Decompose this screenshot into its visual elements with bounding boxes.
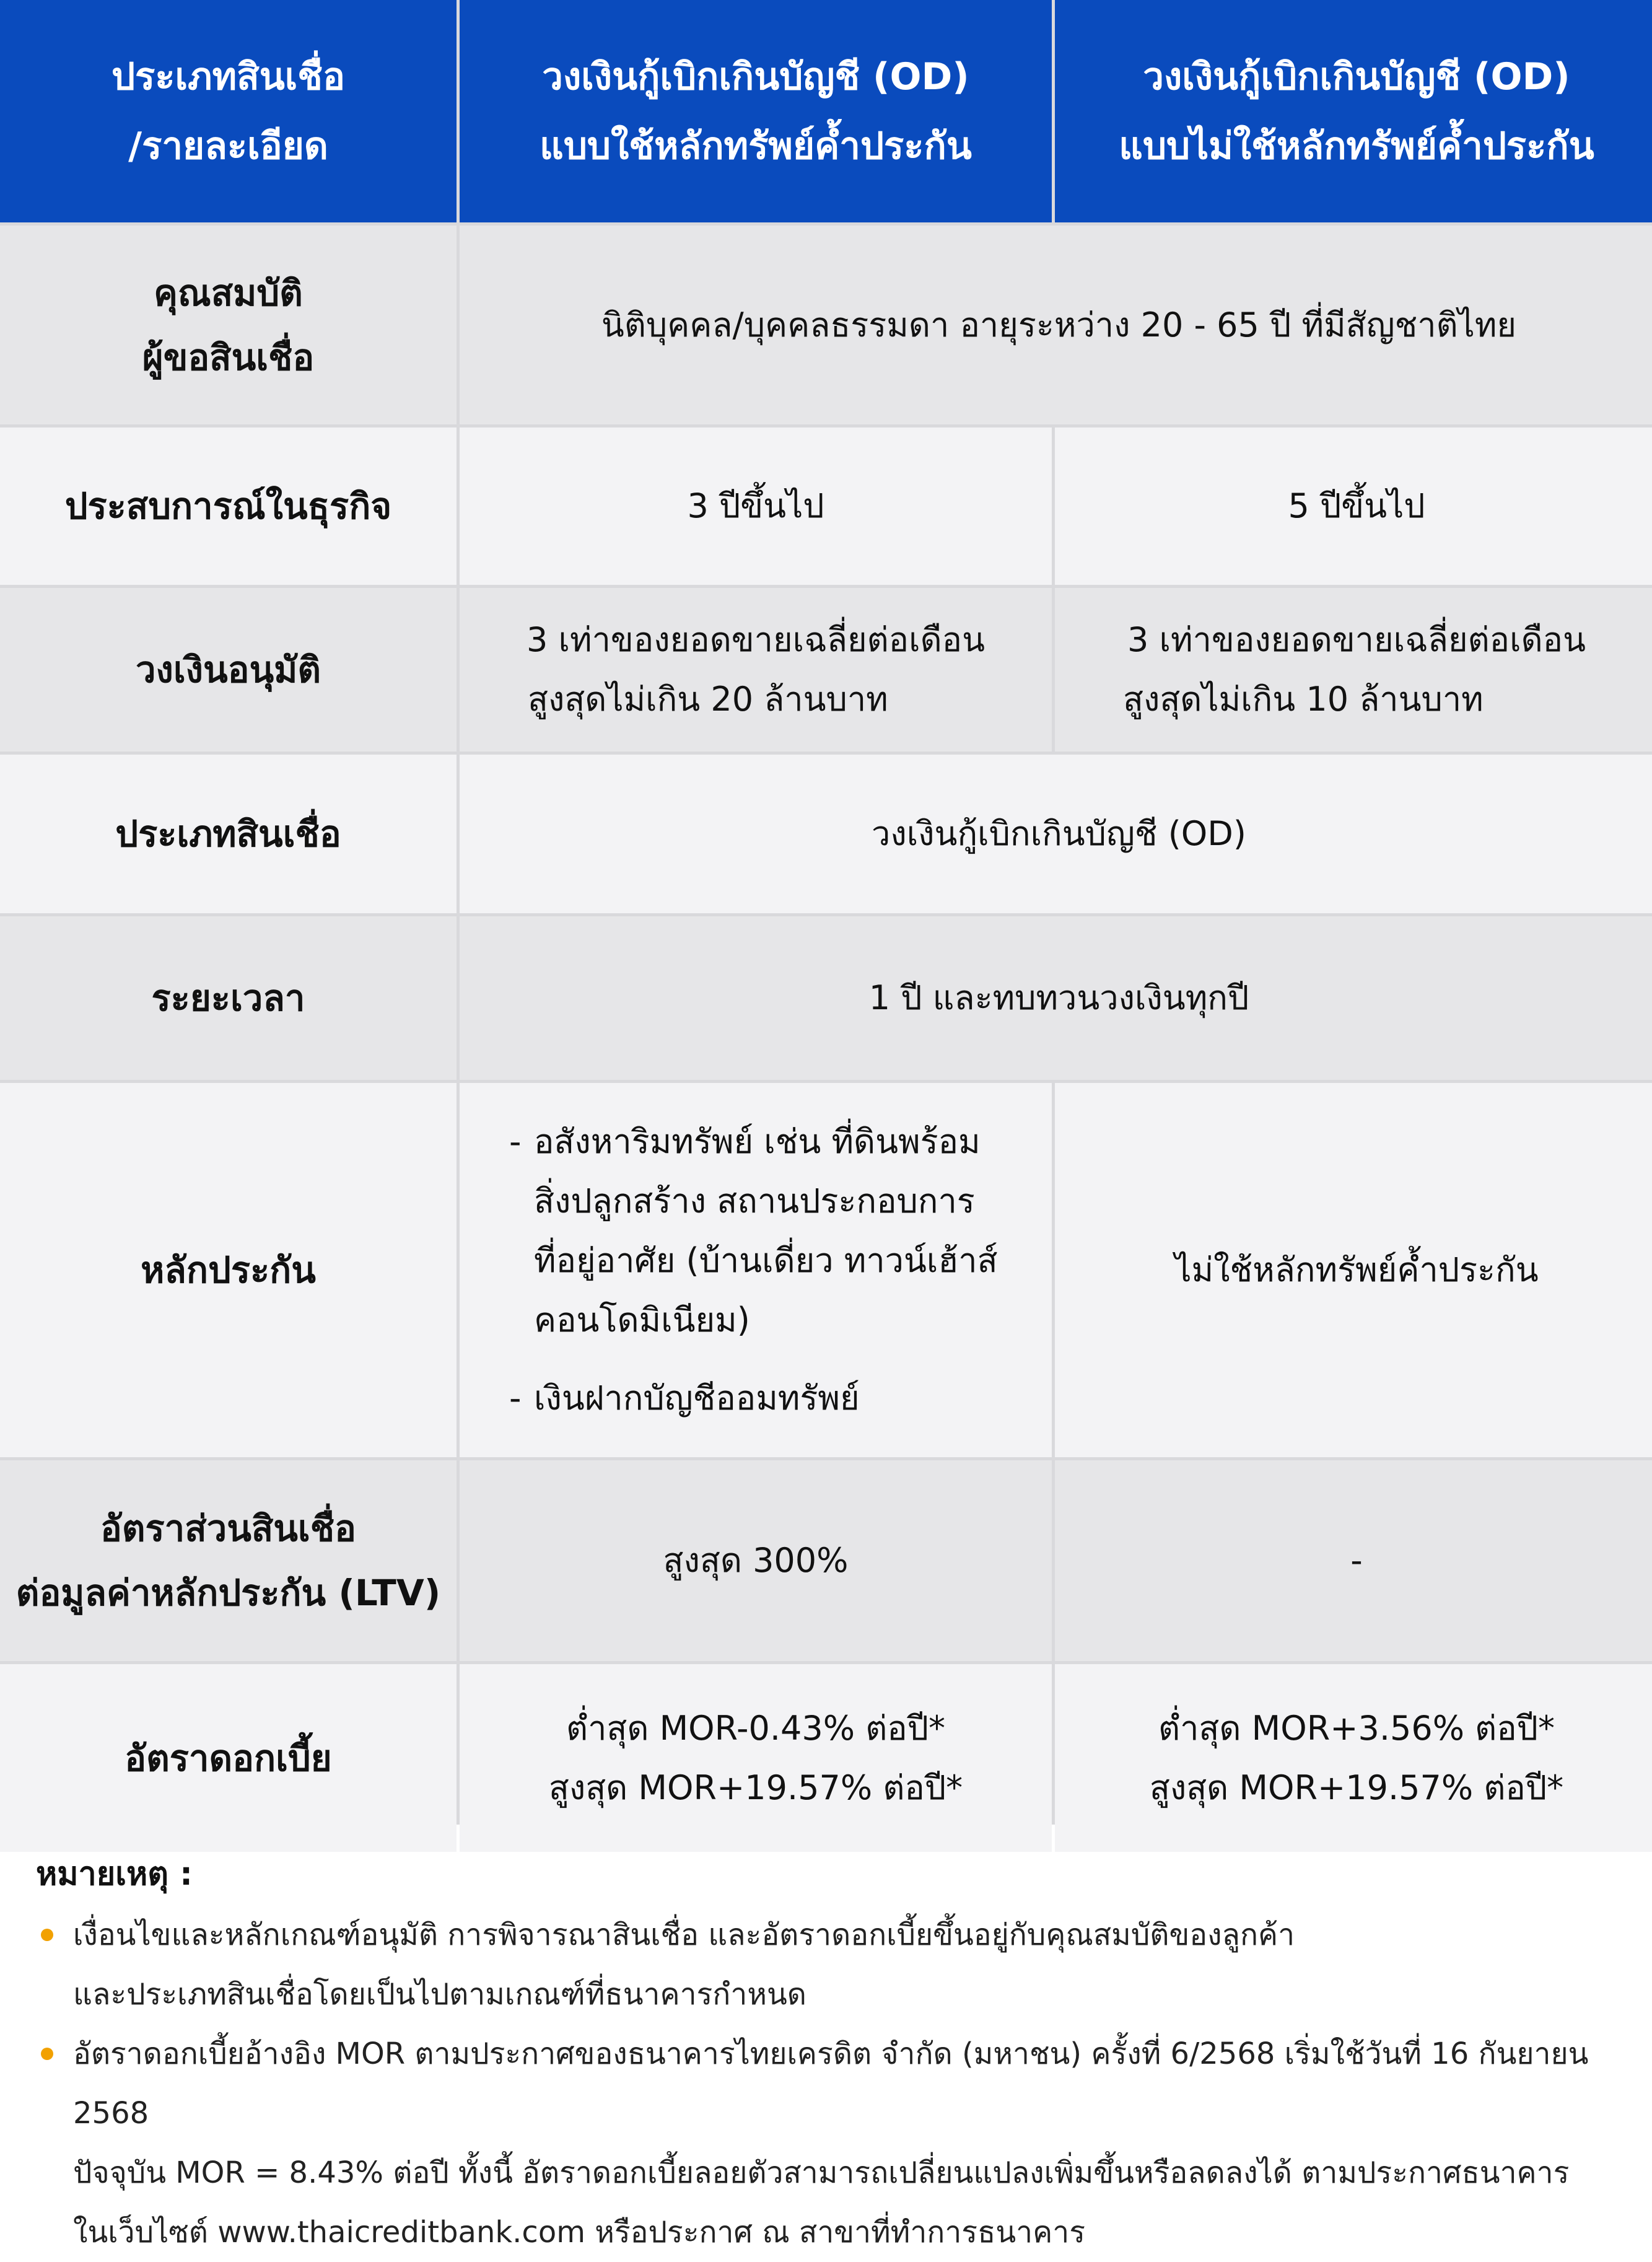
header-col-type-line2: /รายละเอียด bbox=[128, 124, 328, 168]
header-col-unsecured bbox=[1055, 0, 1652, 222]
header-col-secured-line2: แบบใช้หลักทรัพย์ค้ำประกัน bbox=[540, 124, 972, 168]
interest-secured-max: สูงสุด MOR+19.57% ต่อปี* bbox=[548, 1768, 963, 1807]
limit-secured bbox=[460, 588, 1052, 752]
collateral-item-savings: - เงินฝากบัญชีออมทรัพย์ bbox=[509, 1369, 860, 1428]
header-col-secured-line1: วงเงินกู้เบิกเกินบัญชี (OD) bbox=[542, 55, 969, 99]
note-item-interest-reference bbox=[36, 2024, 1622, 2262]
bullet-dot-icon bbox=[41, 2048, 53, 2060]
notes-section bbox=[36, 1843, 1622, 2262]
interest-unsecured-max: สูงสุด MOR+19.57% ต่อปี* bbox=[1149, 1768, 1564, 1807]
row-label-qualification bbox=[0, 226, 457, 424]
note-conditions-line1: เงื่อนไขและหลักเกณฑ์อนุมัติ การพิจารณาสินเชื่อ และอัตราดอกเบี้ยขึ้นอยู่กับคุณสมบัติของลูกค้า bbox=[73, 1918, 1295, 1952]
note-interest-line2: ปัจจุบัน MOR = 8.43% ต่อปี ทั้งนี้ อัตราดอกเบี้ยลอยตัวสามารถเปลี่ยนแปลงเพิ่มขึ้นหรือลดลงได้ ตามประกาศธนาคาร bbox=[73, 2155, 1570, 2190]
interest-unsecured bbox=[1055, 1664, 1652, 1852]
interest-secured bbox=[460, 1664, 1052, 1852]
limit-unsecured-line2: สูงสุดไม่เกิน 10 ล้านบาท bbox=[1123, 680, 1484, 719]
note-interest-line3: ในเว็บไซต์ www.thaicreditbank.com หรือประกาศ ณ สาขาที่ทำการธนาคาร bbox=[73, 2215, 1085, 2250]
limit-unsecured-line1: 3 เท่าของยอดขายเฉลี่ยต่อเดือน bbox=[1127, 620, 1586, 659]
ltv-label-line1: อัตราส่วนสินเชื่อ bbox=[100, 1507, 356, 1550]
collateral-item-line4: คอนโดมิเนียม) bbox=[534, 1300, 750, 1339]
header-col-unsecured-line2: แบบไม่ใช้หลักทรัพย์ค้ำประกัน bbox=[1119, 124, 1594, 168]
collateral-list bbox=[460, 1112, 1052, 1428]
qualification-label-line2: ผู้ขอสินเชื่อ bbox=[142, 336, 315, 379]
limit-secured-line2: สูงสุดไม่เกิน 20 ล้านบาท bbox=[528, 680, 888, 719]
experience-secured: 3 ปีขึ้นไป bbox=[460, 427, 1052, 585]
row-label-loan-type: ประเภทสินเชื่อ bbox=[0, 755, 457, 913]
collateral-secured bbox=[460, 1083, 1052, 1457]
header-col-type bbox=[0, 0, 457, 222]
row-label-collateral: หลักประกัน bbox=[0, 1083, 457, 1457]
note-interest-line1: อัตราดอกเบี้ยอ้างอิง MOR ตามประกาศของธนาคารไทยเครดิต จำกัด (มหาชน) ครั้งที่ 6/2568 เริ่มใช้วันที่ 16 กันยายน 2568 bbox=[73, 2036, 1589, 2131]
row-label-interest: อัตราดอกเบี้ย bbox=[0, 1664, 457, 1852]
loan-type-value: วงเงินกู้เบิกเกินบัญชี (OD) bbox=[460, 755, 1652, 913]
collateral-item-line2: สิ่งปลูกสร้าง สถานประกอบการ bbox=[534, 1181, 975, 1221]
experience-unsecured: 5 ปีขึ้นไป bbox=[1055, 427, 1652, 585]
row-label-experience: ประสบการณ์ในธุรกิจ bbox=[0, 427, 457, 585]
note-item-conditions bbox=[36, 1905, 1622, 2024]
header-col-type-line1: ประเภทสินเชื่อ bbox=[111, 55, 346, 99]
ltv-unsecured: - bbox=[1055, 1460, 1652, 1661]
note-conditions-line2: และประเภทสินเชื่อโดยเป็นไปตามเกณฑ์ที่ธนาคารกำหนด bbox=[73, 1977, 806, 2012]
row-label-ltv bbox=[0, 1460, 457, 1661]
limit-secured-line1: 3 เท่าของยอดขายเฉลี่ยต่อเดือน bbox=[527, 620, 985, 659]
row-label-term: ระยะเวลา bbox=[0, 916, 457, 1080]
ltv-label-line2: ต่อมูลค่าหลักประกัน (LTV) bbox=[15, 1572, 441, 1614]
notes-title: หมายเหตุ : bbox=[36, 1856, 193, 1893]
header-col-secured bbox=[460, 0, 1052, 222]
header-col-unsecured-line1: วงเงินกู้เบิกเกินบัญชี (OD) bbox=[1143, 55, 1570, 99]
row-label-limit: วงเงินอนุมัติ bbox=[0, 588, 457, 752]
limit-unsecured bbox=[1055, 588, 1652, 752]
qualification-value: นิติบุคคล/บุคคลธรรมดา อายุระหว่าง 20 - 65 ปี ที่มีสัญชาติไทย bbox=[460, 226, 1652, 424]
ltv-secured: สูงสุด 300% bbox=[460, 1460, 1052, 1661]
collateral-item-line1: - อสังหาริมทรัพย์ เช่น ที่ดินพร้อม bbox=[509, 1112, 981, 1172]
qualification-label-line1: คุณสมบัติ bbox=[154, 271, 303, 314]
collateral-unsecured: ไม่ใช้หลักทรัพย์ค้ำประกัน bbox=[1055, 1083, 1652, 1457]
term-value: 1 ปี และทบทวนวงเงินทุกปี bbox=[460, 916, 1652, 1080]
interest-secured-min: ต่ำสุด MOR-0.43% ต่อปี* bbox=[566, 1708, 945, 1748]
bullet-dot-icon bbox=[41, 1929, 53, 1941]
interest-unsecured-min: ต่ำสุด MOR+3.56% ต่อปี* bbox=[1158, 1708, 1555, 1748]
collateral-item-line3: ที่อยู่อาศัย (บ้านเดี่ยว ทาวน์เฮ้าส์ bbox=[534, 1241, 998, 1280]
